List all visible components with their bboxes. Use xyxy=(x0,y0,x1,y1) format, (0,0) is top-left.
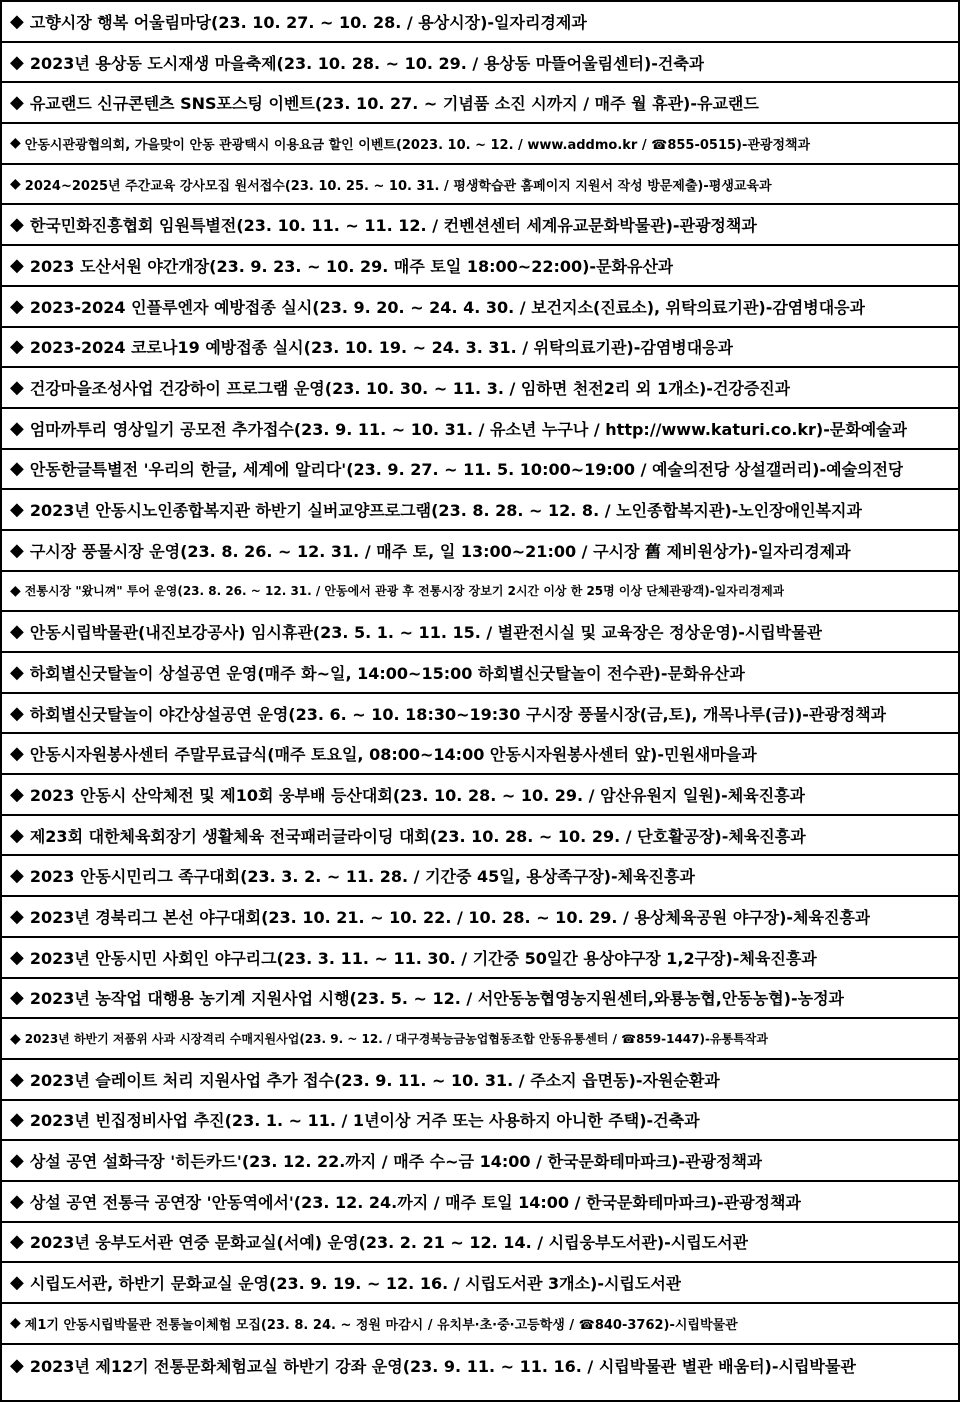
list-item-text: 제1기 안동시립박물관 전통놀이체험 모집(23. 8. 24. ~ 정원 마감시 / 유치부·초·중·고등학생 / ☎840-3762)-시립박물관 xyxy=(24,1317,738,1333)
diamond-bullet-icon: ◆ xyxy=(10,1068,24,1090)
list-item-text: 고향시장 행복 어울림마당(23. 10. 27. ~ 10. 28. / 용상시장)-일자리경제과 xyxy=(29,12,587,32)
list-item-text: 안동시관광협의회, 가을맞이 안동 관광택시 이용요금 할인 이벤트(2023. 10. ~ 12. / www.addmo.kr / ☎855-0515)-관광정책과 xyxy=(24,137,811,153)
diamond-bullet-icon: ◆ xyxy=(10,51,24,73)
list-item xyxy=(2,734,960,775)
list-item xyxy=(2,1263,960,1304)
diamond-bullet-icon: ◆ xyxy=(10,254,24,276)
list-item xyxy=(2,246,960,287)
list-item-text: 하회별신굿탈놀이 상설공연 운영(매주 화~일, 14:00~15:00 하회별신굿탈놀이 전수관)-문화유산과 xyxy=(29,663,745,683)
diamond-bullet-icon: ◆ xyxy=(10,539,24,561)
list-item-text: 2023년 안동시민 사회인 야구리그(23. 3. 11. ~ 11. 30. / 기간중 50일간 용상야구장 1,2구장)-체육진흥과 xyxy=(29,948,817,968)
diamond-bullet-icon: ◆ xyxy=(10,295,24,317)
list-item xyxy=(2,165,960,206)
list-item xyxy=(2,2,960,43)
list-item xyxy=(2,1101,960,1142)
list-item xyxy=(2,124,960,165)
list-item xyxy=(2,205,960,246)
notice-list xyxy=(2,2,960,1385)
diamond-bullet-icon: ◆ xyxy=(10,1030,21,1047)
diamond-bullet-icon: ◆ xyxy=(10,621,24,643)
list-item-text: 유교랜드 신규콘텐츠 SNS포스팅 이벤트(23. 10. 27. ~ 기념품 소진 시까지 / 매주 월 휴관)-유교랜드 xyxy=(29,94,759,114)
list-item xyxy=(2,409,960,450)
diamond-bullet-icon: ◆ xyxy=(10,987,24,1009)
list-item xyxy=(2,43,960,84)
list-item-text: 2023 도산서원 야간개장(23. 9. 23. ~ 10. 29. 매주 토일 18:00~22:00)-문화유산과 xyxy=(29,256,674,276)
diamond-bullet-icon: ◆ xyxy=(10,824,24,846)
diamond-bullet-icon: ◆ xyxy=(10,1150,24,1172)
list-item-text: 2023년 슬레이트 처리 지원사업 추가 접수(23. 9. 11. ~ 10. 31. / 주소지 읍면동)-자원순환과 xyxy=(29,1070,720,1090)
list-item-text: 2023년 농작업 대행용 농기계 지원사업 시행(23. 5. ~ 12. / 서안동농협영농지원센터,와룡농협,안동농협)-농정과 xyxy=(29,989,844,1009)
diamond-bullet-icon: ◆ xyxy=(10,417,24,439)
list-item-text: 안동시립박물관(내진보강공사) 임시휴관(23. 5. 1. ~ 11. 15. / 별관전시실 및 교육장은 정상운영)-시립박물관 xyxy=(29,623,823,643)
list-item xyxy=(2,856,960,897)
list-item-text: 상설 공연 설화극장 '히든카드'(23. 12. 22.까지 / 매주 수~금 14:00 / 한국문화테마파크)-관광정책과 xyxy=(29,1152,763,1172)
diamond-bullet-icon: ◆ xyxy=(10,702,24,724)
list-item-text: 2023년 제12기 전통문화체험교실 하반기 강좌 운영(23. 9. 11. ~ 11. 16. / 시립박물관 별관 배움터)-시립박물관 xyxy=(29,1356,856,1376)
list-item-text: 2023 안동시 산악체전 및 제10회 웅부배 등산대회(23. 10. 28. ~ 10. 29. / 암산유원지 일원)-체육진흥과 xyxy=(29,785,806,805)
list-item xyxy=(2,938,960,979)
list-item xyxy=(2,694,960,735)
diamond-bullet-icon: ◆ xyxy=(10,1231,24,1253)
list-item-text: 안동시자원봉사센터 주말무료급식(매주 토요일, 08:00~14:00 안동시자원봉사센터 앞)-민원새마을과 xyxy=(29,745,757,765)
diamond-bullet-icon: ◆ xyxy=(10,582,21,599)
diamond-bullet-icon: ◆ xyxy=(10,865,24,887)
list-item-text: 2023년 용상동 도시재생 마을축제(23. 10. 28. ~ 10. 29. / 용상동 마뜰어울림센터)-건축과 xyxy=(29,53,705,73)
list-item-text: 2023년 하반기 저품위 사과 시장격리 수매지원사업(23. 9. ~ 12. / 대구경북능금농업협동조합 안동유통센터 / ☎859-1447)-유통특작과 xyxy=(24,1032,768,1047)
diamond-bullet-icon: ◆ xyxy=(10,458,24,480)
diamond-bullet-icon: ◆ xyxy=(10,377,24,399)
diamond-bullet-icon: ◆ xyxy=(10,135,21,152)
list-item-text: 시립도서관, 하반기 문화교실 운영(23. 9. 19. ~ 12. 16. / 시립도서관 3개소)-시립도서관 xyxy=(29,1274,682,1294)
diamond-bullet-icon: ◆ xyxy=(10,1190,24,1212)
list-item xyxy=(2,287,960,328)
list-item-text: 2024~2025년 주간교육 강사모집 원서접수(23. 10. 25. ~ 10. 31. / 평생학습관 홈페이지 지원서 작성 방문제출)-평생교육과 xyxy=(24,178,772,194)
diamond-bullet-icon: ◆ xyxy=(10,214,24,236)
diamond-bullet-icon: ◆ xyxy=(10,1109,24,1131)
list-item xyxy=(2,1060,960,1101)
list-item xyxy=(2,328,960,369)
list-item xyxy=(2,897,960,938)
list-item-text: 2023년 빈집정비사업 추진(23. 1. ~ 11. / 1년이상 거주 또는 사용하지 아니한 주택)-건축과 xyxy=(29,1111,700,1131)
list-item xyxy=(2,368,960,409)
list-item-text: 상설 공연 전통극 공연장 '안동역에서'(23. 12. 24.까지 / 매주 토일 14:00 / 한국문화테마파크)-관광정책과 xyxy=(29,1192,801,1212)
diamond-bullet-icon: ◆ xyxy=(10,176,21,193)
list-item xyxy=(2,612,960,653)
list-item-text: 구시장 풍물시장 운영(23. 8. 26. ~ 12. 31. / 매주 토, 일 13:00~21:00 / 구시장 舊 제비원상가)-일자리경제과 xyxy=(29,541,851,561)
list-item-text: 제23회 대한체육회장기 생활체육 전국패러글라이딩 대회(23. 10. 28. ~ 10. 29. / 단호활공장)-체육진흥과 xyxy=(29,826,806,846)
list-item-text: 2023-2024 코로나19 예방접종 실시(23. 10. 19. ~ 24. 3. 31. / 위탁의료기관)-감염병대응과 xyxy=(29,338,734,358)
diamond-bullet-icon: ◆ xyxy=(10,946,24,968)
list-item-text: 안동한글특별전 '우리의 한글, 세계에 알리다'(23. 9. 27. ~ 11. 5. 10:00~19:00 / 예술의전당 상설갤러리)-예술의전당 xyxy=(29,460,904,480)
diamond-bullet-icon: ◆ xyxy=(10,905,24,927)
list-item xyxy=(2,83,960,124)
list-item xyxy=(2,1304,960,1345)
list-item-text: 2023-2024 인플루엔자 예방접종 실시(23. 9. 20. ~ 24. 4. 30. / 보건지소(진료소), 위탁의료기관)-감염병대응과 xyxy=(29,297,866,317)
diamond-bullet-icon: ◆ xyxy=(10,1354,24,1376)
list-item xyxy=(2,572,960,613)
list-item xyxy=(2,1345,960,1386)
list-item xyxy=(2,775,960,816)
diamond-bullet-icon: ◆ xyxy=(10,783,24,805)
list-item-text: 2023 안동시민리그 족구대회(23. 3. 2. ~ 11. 28. / 기간중 45일, 용상족구장)-체육진흥과 xyxy=(29,867,695,887)
list-item-text: 엄마까투리 영상일기 공모전 추가접수(23. 9. 11. ~ 10. 31. / 유소년 누구나 / http://www.katuri.co.kr)-문화예술과 xyxy=(29,419,908,439)
diamond-bullet-icon: ◆ xyxy=(10,499,24,521)
list-item xyxy=(2,1141,960,1182)
list-item-text: 하회별신굿탈놀이 야간상설공연 운영(23. 6. ~ 10. 18:30~19:30 구시장 풍물시장(금,토), 개목나루(금))-관광정책과 xyxy=(29,704,887,724)
list-item xyxy=(2,490,960,531)
diamond-bullet-icon: ◆ xyxy=(10,10,24,32)
list-item-text: 2023년 경북리그 본선 야구대회(23. 10. 21. ~ 10. 22. / 10. 28. ~ 10. 29. / 용상체육공원 야구장)-체육진흥과 xyxy=(29,907,871,927)
diamond-bullet-icon: ◆ xyxy=(10,1315,21,1332)
list-item xyxy=(2,450,960,491)
list-item xyxy=(2,653,960,694)
list-item-text: 2023년 안동시노인종합복지관 하반기 실버교양프로그램(23. 8. 28. ~ 12. 8. / 노인종합복지관)-노인장애인복지과 xyxy=(29,501,862,521)
list-item-text: 2023년 웅부도서관 연중 문화교실(서예) 운영(23. 2. 21 ~ 12. 14. / 시립웅부도서관)-시립도서관 xyxy=(29,1233,749,1253)
list-item-text: 건강마을조성사업 건강하이 프로그램 운영(23. 10. 30. ~ 11. 3. / 임하면 천전2리 외 1개소)-건강증진과 xyxy=(29,379,791,399)
list-item xyxy=(2,1182,960,1223)
list-item-text: 한국민화진흥협회 임원특별전(23. 10. 11. ~ 11. 12. / 컨벤션센터 세계유교문화박물관)-관광정책과 xyxy=(29,216,757,236)
diamond-bullet-icon: ◆ xyxy=(10,661,24,683)
list-item xyxy=(2,1223,960,1264)
list-item xyxy=(2,1019,960,1060)
diamond-bullet-icon: ◆ xyxy=(10,92,24,114)
diamond-bullet-icon: ◆ xyxy=(10,743,24,765)
list-item xyxy=(2,816,960,857)
list-item-text: 전통시장 "왔니껴" 투어 운영(23. 8. 26. ~ 12. 31. / 안동에서 관광 후 전통시장 장보기 2시간 이상 한 25명 이상 단체관광객)-일자리경제과 xyxy=(24,584,785,599)
list-item xyxy=(2,979,960,1020)
list-item xyxy=(2,531,960,572)
diamond-bullet-icon: ◆ xyxy=(10,336,24,358)
diamond-bullet-icon: ◆ xyxy=(10,1272,24,1294)
